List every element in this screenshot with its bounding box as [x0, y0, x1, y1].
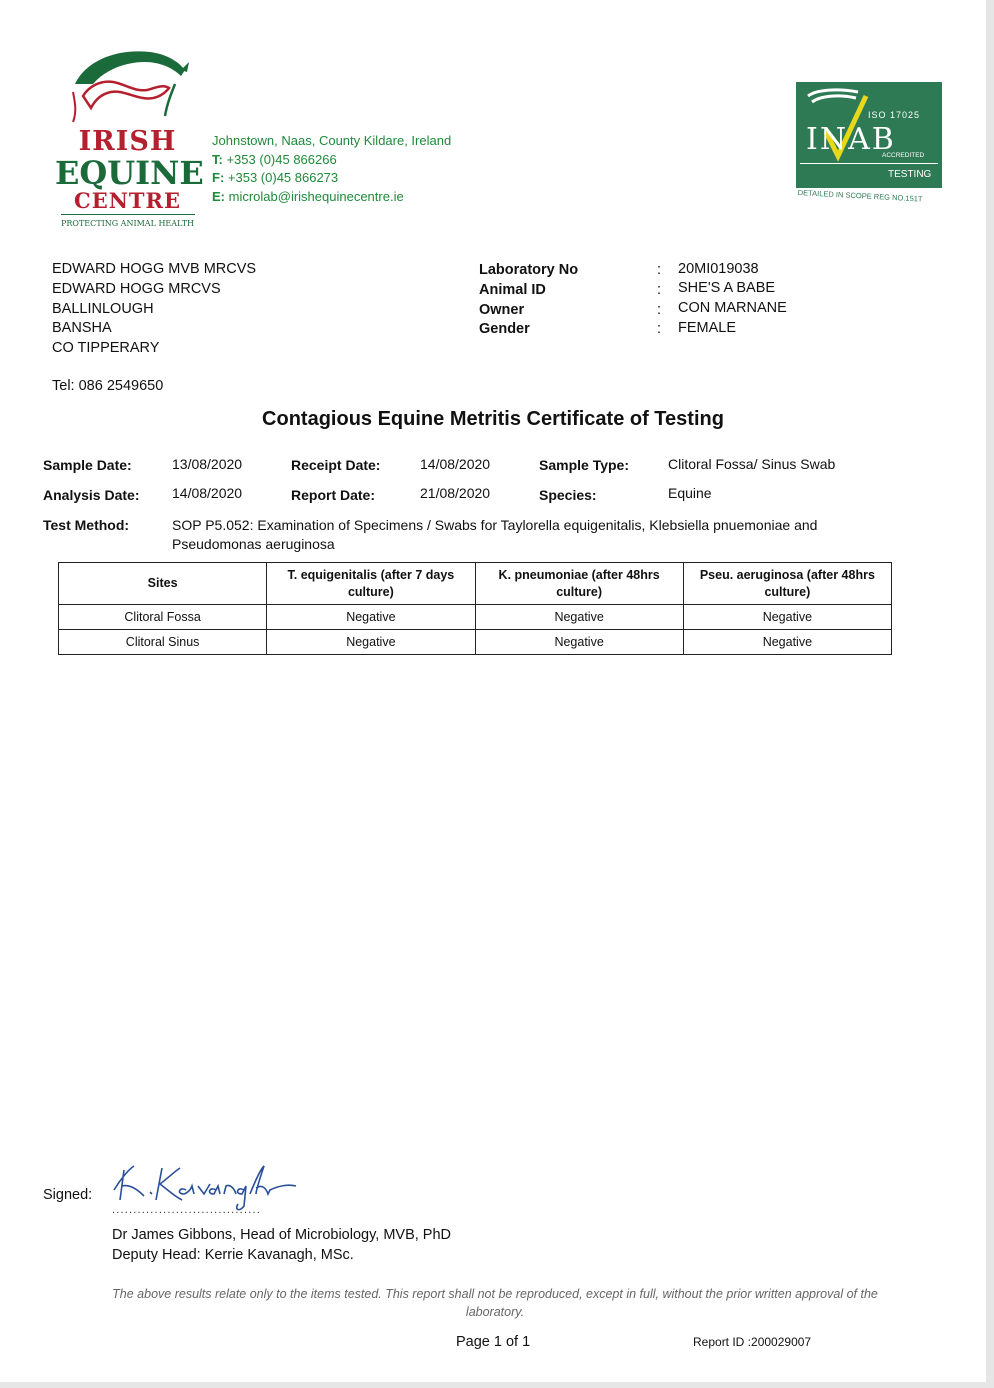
logo-text-equine: EQUINE	[55, 154, 204, 192]
certificate-title: Contagious Equine Metritis Certificate of Testing	[262, 408, 724, 430]
inab-divider	[800, 163, 938, 164]
client-line: EDWARD HOGG MVB MRCVS	[52, 261, 257, 277]
inab-iso: ISO 17025	[868, 110, 921, 120]
client-line: EDWARD HOGG MRCVS	[52, 280, 221, 297]
irish-equine-centre-logo	[55, 40, 204, 235]
client-address	[52, 260, 256, 359]
inab-name: INAB	[806, 122, 896, 157]
lab-phone: T: +353 (0)45 866266	[212, 151, 337, 167]
signer-name: Dr James Gibbons, Head of Microbiology, MVB, PhD	[112, 1227, 452, 1243]
column-header: Sites	[59, 563, 267, 605]
logo-tagline: PROTECTING ANIMAL HEALTH	[60, 219, 195, 228]
client-line: BALLINLOUGH	[52, 300, 154, 317]
logo-text-centre: CENTRE	[73, 188, 181, 213]
table-cell: Negative	[683, 605, 891, 630]
table-header-row	[59, 563, 892, 605]
colon: :	[657, 282, 662, 298]
inab-accredited: ACCREDITED	[882, 152, 925, 159]
lab-fax: F: +353 (0)45 866273	[212, 170, 339, 185]
lab-no-value: 20MI019038	[678, 261, 759, 277]
logo-text-irish: IRISH	[78, 126, 177, 157]
results-table	[58, 562, 892, 655]
analysis-date-label: Analysis Date:	[43, 487, 140, 503]
page-number: Page 1 of 1	[456, 1334, 531, 1350]
table-cell: Negative	[683, 630, 891, 655]
owner-label: Owner	[479, 302, 525, 318]
animal-id-value: SHE'S A BABE	[678, 280, 776, 296]
deputy-name: Deputy Head: Kerrie Kavanagh, MSc.	[112, 1246, 354, 1263]
lab-address-block	[212, 132, 451, 206]
table-cell: Clitoral Sinus	[59, 630, 267, 655]
report-date-label: Report Date:	[291, 487, 376, 503]
lab-address: Johnstown, Naas, County Kildare, Ireland	[212, 133, 452, 148]
inab-accreditation-logo	[796, 82, 944, 202]
table-row	[59, 630, 892, 655]
inab-testing: TESTING	[888, 169, 932, 180]
analysis-date-value: 14/08/2020	[172, 485, 243, 501]
test-method-value: SOP P5.052: Examination of Specimens / Swabs for Taylorella equigenitalis, Klebsiella pnuemoniae and Pseudomonas aeruginosa	[172, 517, 818, 552]
signed-label: Signed:	[43, 1187, 93, 1203]
sample-date-value: 13/08/2020	[172, 456, 243, 472]
column-header: K. pneumoniae (after 48hrs culture)	[475, 563, 683, 605]
report-date-value: 21/08/2020	[420, 485, 491, 501]
report-id: Report ID :200029007	[693, 1335, 812, 1349]
client-line: BANSHA	[52, 320, 112, 337]
signature-line: ...................................	[112, 1204, 261, 1216]
receipt-date-value: 14/08/2020	[420, 456, 491, 472]
column-header: Pseu. aeruginosa (after 48hrs culture)	[683, 563, 891, 605]
signer-block	[112, 1226, 451, 1265]
lab-email: E: microlab@irishequinecentre.ie	[212, 188, 404, 204]
sample-type-label: Sample Type:	[539, 457, 629, 473]
sample-date-label: Sample Date:	[43, 457, 132, 473]
table-cell: Negative	[475, 605, 683, 630]
animal-id-label: Animal ID	[479, 282, 546, 298]
species-label: Species:	[539, 487, 597, 503]
table-cell: Negative	[267, 630, 475, 655]
disclaimer: The above results relate only to the items tested. This report shall not be reproduced, except in full, without the prior written approval of the laboratory.	[112, 1287, 878, 1319]
gender-value: FEMALE	[678, 320, 737, 336]
horse-logo-icon	[55, 40, 200, 130]
table-row	[59, 605, 892, 630]
colon: :	[657, 262, 662, 278]
lab-no-label: Laboratory No	[479, 262, 579, 278]
inab-scope: DETAILED IN SCOPE REG NO.151T	[797, 188, 923, 204]
client-tel: Tel: 086 2549650	[52, 378, 164, 394]
column-header: T. equigenitalis (after 7 days culture)	[267, 563, 475, 605]
colon: :	[657, 302, 662, 318]
table-cell: Negative	[475, 630, 683, 655]
owner-value: CON MARNANE	[678, 300, 787, 316]
sample-type-value: Clitoral Fossa/ Sinus Swab	[668, 456, 836, 472]
colon: :	[657, 321, 662, 337]
client-line: CO TIPPERARY	[52, 340, 160, 357]
gender-label: Gender	[479, 321, 530, 337]
test-method-label: Test Method:	[43, 517, 130, 533]
receipt-date-label: Receipt Date:	[291, 457, 381, 473]
table-cell: Negative	[267, 605, 475, 630]
species-value: Equine	[668, 485, 712, 501]
table-cell: Clitoral Fossa	[59, 605, 267, 630]
inab-badge	[796, 82, 942, 188]
logo-divider	[61, 214, 195, 215]
